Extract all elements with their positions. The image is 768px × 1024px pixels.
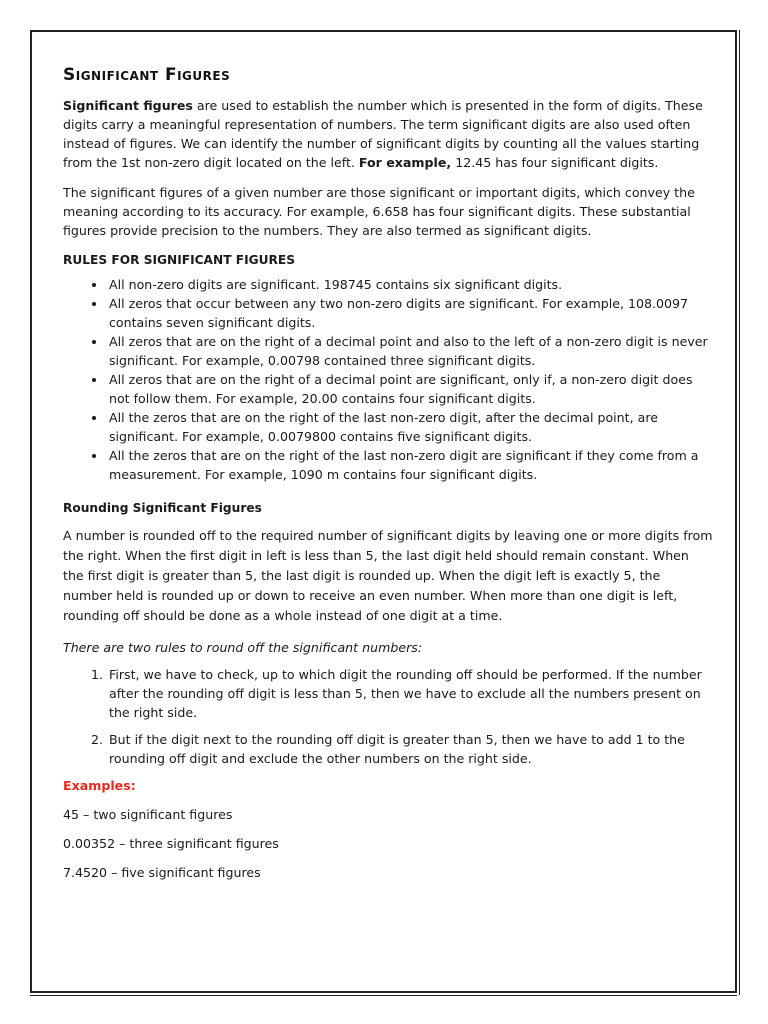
example-item: 0.00352 – three significant figures (63, 836, 279, 851)
list-item: • All zeros that occur between any two non-zero digits are significant. For example, 108.0097 contains seven significant digits. (107, 294, 713, 332)
second-paragraph: The significant figures of a given number are those significant or important digits, which convey the meaning according to its accuracy. For example, 6.658 has four significant digits. These substantial figures provide precision to the numbers. They are also termed as significant digits. (63, 185, 695, 238)
document-content (63, 62, 713, 892)
rules-list (63, 275, 713, 484)
intro-example-label: For example, (358, 155, 452, 170)
list-item: • All zeros that are on the right of a decimal point are significant, only if, a non-zero digit does not follow them. For example, 20.00 contains four significant digits. (107, 370, 713, 408)
page-border-shadow-bottom (30, 995, 737, 996)
rounding-heading: Rounding Significant Figures (63, 501, 262, 515)
list-item: 1. First, we have to check, up to which digit the rounding off should be performed. If the number after the rounding off digit is less than 5, then we have to exclude all the numbers present on the right side. (107, 665, 713, 722)
intro-term: Significant figures (63, 98, 193, 113)
rules-heading: RULES FOR SIGNIFICANT FIGURES (63, 253, 295, 267)
rounding-rules-list (63, 665, 713, 768)
page-title: Significant Figures (63, 65, 231, 85)
example-item: 45 – two significant figures (63, 807, 233, 822)
intro-paragraph (63, 96, 713, 172)
list-item: 2. But if the digit next to the rounding off digit is greater than 5, then we have to add 1 to the rounding off digit and exclude the other numbers on the right side. (107, 730, 713, 768)
rounding-paragraph: A number is rounded off to the required number of significant digits by leaving one or more digits from the right. When the first digit in left is less than 5, the last digit held should remain constant. When the first digit is greater than 5, the last digit is rounded up. When the digit left is exactly 5, the number held is rounded up or down to receive an even number. When more than one digit is left, rounding off should be done as a whole instead of one digit at a time. (63, 528, 713, 623)
intro-text-2: 12.45 has four significant digits. (451, 155, 659, 170)
examples-heading: Examples: (63, 778, 136, 793)
page-border-shadow-right (739, 30, 740, 995)
list-item: • All non-zero digits are significant. 198745 contains six significant digits. (107, 275, 713, 294)
list-item: • All zeros that are on the right of a decimal point and also to the left of a non-zero digit is never significant. For example, 0.00798 contained three significant digits. (107, 332, 713, 370)
intro-text-1: are used to establish the number which is presented in the form of digits. These digits carry a meaningful representation of numbers. The term significant digits are also used often instead of figures. We can identify the number of significant digits by counting all the values starting from the 1st non-zero digit located on the left. (63, 98, 703, 170)
list-item: • All the zeros that are on the right of the last non-zero digit, after the decimal point, are significant. For example, 0.0079800 contains five significant digits. (107, 408, 713, 446)
rounding-rules-intro: There are two rules to round off the significant numbers: (63, 640, 423, 655)
list-item: • All the zeros that are on the right of the last non-zero digit are significant if they come from a measurement. For example, 1090 m contains four significant digits. (107, 446, 713, 484)
example-item: 7.4520 – five significant figures (63, 865, 261, 880)
